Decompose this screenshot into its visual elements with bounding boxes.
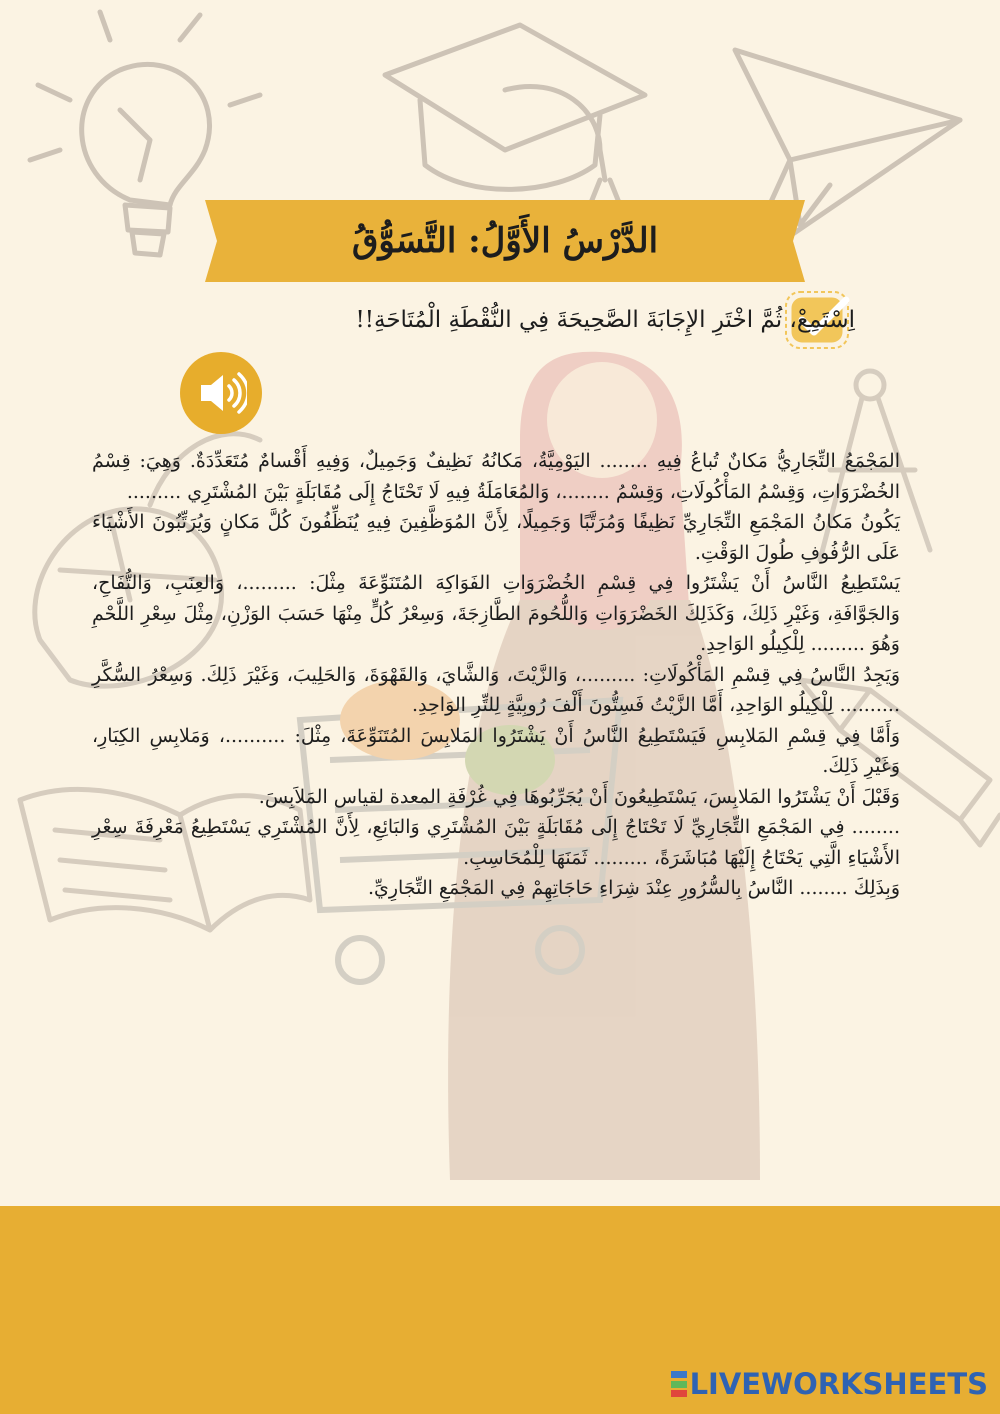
passage-paragraph-5: وَأَمَّا فِي قِسْمِ المَلابِسِ فَيَسْتَطِيعُ النَّاسُ أَنْ يَشْتَرُوا المَلابِسَ المُتَنَوِّعَةَ، مِثْلَ: ..........، وَمَلابِسِ الكِبَارِ، وَغَيْرِ ذَلِكَ.: [92, 724, 900, 777]
brand-text: LIVEWORKSHEETS: [689, 1367, 988, 1401]
instruction-text: اِسْتَمِعْ، ثُمَّ اخْتَرِ الإِجَابَةَ الصَّحِيحَةَ فِي النُّقْطَةِ الْمُتَاحَةِ!!: [355, 307, 855, 333]
footer-bar: [0, 1206, 1000, 1414]
reading-passage: [92, 446, 900, 904]
passage-paragraph-8: وَبِذَلِكَ ........ النَّاسُ بِالسُّرُورِ عِنْدَ شِرَاءِ حَاجَاتِهِمْ فِي المَجْمَعِ التِّجَارِيِّ.: [367, 877, 900, 899]
passage-paragraph-2: يَكُونُ مَكانُ المَجْمَعِ التِّجَارِيِّ نَظِيفًا وَمُرَتَّبًا وَجَمِيلًا، لِأَنَّ المُوَظَّفِينَ فِيهِ يُنَظِّفُونَ كُلَّ مَكانٍ وَيُرَتِّبُونَ الأَشْيَاءَ عَلَى الرُّفُوفِ طُولَ الوَقْتِ.: [92, 511, 900, 564]
passage-paragraph-7: ........ فِي المَجْمَعِ التِّجَارِيِّ لَا تَحْتَاجُ إِلَى مُقَابَلَةٍ بَيْنَ المُشْتَرِي وَالبَائِعِ، لِأَنَّ المُشْتَرِي يَسْتَطِيعُ مَعْرِفَةَ سِعْرِ الأَشْيَاءِ الَّتِي يَحْتَاجُ إِلَيْهَا مُبَاشَرَةً، ......... ثَمَنَهَا لِلْمُحَاسِبِ.: [92, 816, 900, 869]
passage-paragraph-3: يَسْتَطِيعُ النَّاسُ أَنْ يَشْتَرُوا فِي قِسْمِ الخُضْرَوَاتِ الفَوَاكِهَ المُتَنَوِّعَةَ مِثْلَ: .........، وَالعِنَبِ، وَالتُّفَاحِ، وَالجَوَّافَةِ، وَغَيْرِ ذَلِكَ، وَكَذَلِكَ الخَضْرَوَاتِ وَاللُّحُومَ الطَّازِجَةَ، وَسِعْرُ كُلٍّ مِنْهَا حَسَبَ الوَزْنِ، مِثْلَ سِعْرِ اللَّحْمِ وَهُوَ ......... لِلْكِيلُو الوَاحِدِ.: [92, 572, 900, 655]
audio-play-button[interactable]: [180, 352, 262, 434]
graduation-cap-doodle-icon: [385, 25, 645, 205]
passage-paragraph-6: وَقَبْلَ أَنْ يَشْتَرُوا المَلابِسَ، يَسْتَطِيعُونَ أَنْ يُجَرِّبُوهَا فِي غُرْفَةِ المعدة لقياس المَلاَبِسَ.: [258, 785, 900, 808]
title-banner: [205, 200, 805, 282]
passage-paragraph-1: المَجْمَعُ التِّجَارِيُّ مَكانٌ تُباعُ فِيهِ ........ اليَوْمِيَّةُ، مَكانُهُ نَظِيفٌ وَجَمِيلٌ، وَفِيهِ أَقْسامٌ مُتَعَدِّدَةٌ. وَهِيَ: قِسْمُ الخُضْرَوَاتِ، وَقِسْمُ المَأْكُولَاتِ، وَقِسْمُ ........، وَالمُعَامَلَةُ فِيهِ لَا تَحْتَاجُ إِلَى مُقَابَلَةٍ بَيْنَ المُشْتَرِي .........: [92, 450, 900, 503]
liveworksheets-logo-icon: [671, 1371, 687, 1397]
passage-paragraph-4: وَيَجِدُ النَّاسُ فِي قِسْمِ المَأْكُولَاتِ: .........، وَالزَّيْتَ، وَالشَّايَ، وَالقَهْوَةَ، وَالحَلِيبَ، وَغَيْرَ ذَلِكَ. وَسِعْرُ السُّكَّرِ .......... لِلْكِيلُو الوَاحِدِ، أَمَّا الزَّيْتُ فَسِتُّونَ أَلْفَ رُوبِيَّةٍ لِلتِّرِ الوَاحِدِ.: [92, 663, 900, 716]
liveworksheets-brand[interactable]: [671, 1366, 988, 1402]
page-title: الدَّرْسُ الأَوَّلُ: التَّسَوُّقُ: [351, 221, 659, 261]
speaker-icon: [197, 371, 247, 415]
